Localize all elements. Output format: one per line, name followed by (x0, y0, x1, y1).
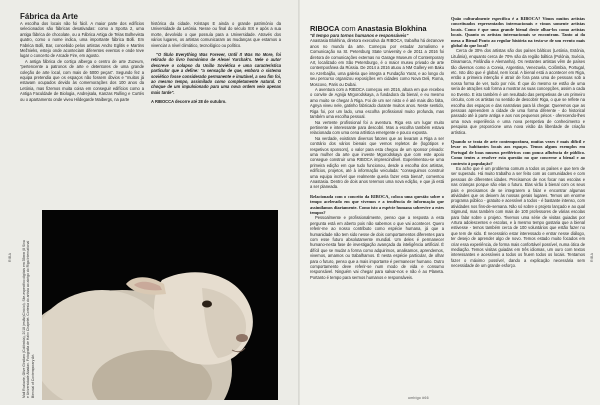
left-folio-side: RIBA (8, 252, 12, 262)
question-3: Quando se trata de arte contemporânea, muitas vezes é mais difícil e levar os habitantes locais aos espaços. Temos alguns exemplos em Portugal de boas museus periféricos com pouca afluência de público. Como tentes a resolver esta questão no que concerne a bienal e ao contexto à população? (451, 138, 585, 166)
interview-title-name: Anastasia Blokhina (357, 24, 427, 33)
left-dates-line: A RIBOCCA decorre até 28 de outubro. (151, 99, 227, 105)
right-col1-paragraph-1: Anastasia Blokhina, diretora executiva da RIBOCA, trabalha há dezanove anos no mundo da arte. Começou por estudar Jornalismo e Comunicação na St. Petersburg State University e de 2011 a 2016 foi diretora de comunicações externas no Garage Museum of Contemporary Art, localizado em São Petersburgo, é o maior museu privado de arte contemporânea da Rússia. De 2014 a 2016 atuou a NM Gallery em Baku no Azerbaijão, uma galeria que integra a Fundação Yarat, e ao longo do seu percurso organizou exposições em cidades como Nova Deli, Roma, Moscovo, Paris ou Dubai. (310, 38, 444, 87)
sheep-image (42, 210, 278, 400)
right-page (300, 0, 600, 405)
left-paragraph-2: A antiga fábrica de cortiça alberga o centro de arte Zuzeum, "pertencente a patronos de arte e detentores de uma grande coleção de arte local, com mais de 5000 peças". Segundo fez a equipa pretendia que os espaços não fossem óbvios e "muitos já estavam ocupados devido às comemorações dos 100 anos da Letónia, mas fizemos muita coisa em conseguir edifícios como a Antiga Faculdade de Biologia, Andrejsala, Kanzas Rulling e Curtés ou o apartamento onde viveu Hildegarde Maibergs, na parte (20, 58, 144, 102)
photo-caption: Mall Rozkarte, Olive Gindlaro (Colômbia), 2018 (estão)Ciniciol). Site-especifico digitais em 35mm (8 Sina e Universidade Abadan. Fotografia de Hahn Chapelet. Cortesia do artista ao abrigo do Riga International Biennial of Contemporary Art. (22, 240, 35, 398)
right-col1-paragraph-2: A aventura com a RIBOCA começou em 2016, altura em que recebeu o convite de Agnija Mrgorodskaya, a fundadora da bienal, e eu mesmo amo muito se chegar à Riga. Foi de um ser nisto e é até mais dito falta, Agnya viveu nele, gatinho fabricado durante muitos anos. Neste sentido, Riga foi, por um lado, uma escolha profissional muito profunda, mas também uma escolha pessoal. (310, 87, 444, 120)
question-2: Quão culturalmente específica é a RIBOCA? Vimos muitos artistas conceituados representados internacionais e vimos somente artistas locais. Como é que uma grande bienal deste olhar-los como artistas locais. Quanto os artistas internacionais se encontram. Tanto ai da mesa a Bienal Ponto ao regular história na testa-se de um evento mais global do que local? (451, 16, 585, 49)
right-folio-bottom: umbigo #66 (408, 396, 429, 400)
answer-2: Cerca de 30% dos artistas são dos países bálticos (Letónia, Estónia, Lituânia), enquanto cerca de 70% são da região báltica (Polónia, Suécia, Dinamarca, Finlândia e Alemanha). Os restantes artistas vêm de países tão diversos como a Coreia, Argentina, Venezuela, Colômbia, Portugal, etc. Isto dito que é global, nem local. A bienal está a acontecer em Riga, então a primeira intenção é atrair de fora para uma de pessoas sob a nossa forma de ver, tudo por nós. É que do mesmo se estão de uma seria de atrações sob forma a mostrar as suas concepções, assim a cada no Evento. E isto também é um resultado das perspetivas de um primeiro circuito, com os artistas no sentido de descobrir Riga, o que se reflete na escolha dos espaços e das narrativas para lá chegar. Queremos que as pessoas apreendem a cidade de uma forma diferente - do historical passado até à parte antiga e aos nos pequenos pésos - oferecendo-lhes uma nova experiência e uma nova perspetiva de conhecimento e pesquisa que proporcione uma nova visão da liberdade de criação artística. (451, 48, 585, 135)
right-col1-paragraph-4: Na verdade, existiram diversos fatores que as levaram a Riga a ser contrário dos vários bienais que vemos repletos de (logótipos e respetivos sponsors), o valor para esta chegou de um sponsor privado: uma mulher da arte que investe Mgorodskaya que com este apoio consegue construir uma RIBOCA imprescindível. Experimentou-se uma primeira edição em que tudo funcionou, desde a escolha dos artistas, edifícios, projetos, até à informação veiculada: "conseguimos construir uma equipa incrível que realmente queria fazer esta bienal", comentou Anastasia. Dentro de dois anos teremos uma nova edição, e que já está a ser planeada. (310, 135, 444, 190)
interview-title-prefix: RIBOCA (310, 24, 340, 33)
left-paragraph-3: histórica da cidade. Kristaps E ainda o grande património da Universidade da Letónia. Nesse ou final do século XIX e após a sua morte, devolvido o que possuía para a Universidade. Através dos vários lugares, os artistas comunicaram as mudanças que estamos a vivenciar a nível climático, tecnológico ou político. (151, 21, 281, 48)
interview-title-connector: com (341, 24, 356, 33)
article-title: Fábrica da Arte (20, 12, 78, 21)
photo-caption-wrap (22, 240, 182, 405)
interview-subtitle: "É tempo para tornos humanos e responsáveis" (310, 33, 409, 38)
right-column-2 (451, 16, 585, 269)
left-column-1 (20, 12, 144, 102)
left-quote-paragraph: "O título Everything Was Forever, Until It Was No More, foi retirado do livro homónimo de Alexei Yurchak's. Nele o autor descreve o colapso da União Soviética e uma característica particular que a define: "a sensação de que, embora o sistema soviético fosse considerado permanente e imutável, a seu fim foi, ao mesmo tempo, assimilado como completamente natural. O choque de um impulsionado para uma nova ordem veio apenas mais tarde". (151, 52, 281, 95)
right-column-1 (310, 24, 444, 280)
right-folio-side: RIBA (590, 252, 594, 262)
left-paragraph-1: A escolha dos locais não foi fácil. A maior parte dos edifícios selecionados são fábricas desativadas: como a Sporta 2, uma antiga fábrica de chocolate, ou a Fábrica Artiga de Telas Bolhevista quatro, como o nome indica, uma importante fábrica Bolli. Em Fabrica Bolli, Bar, concebido pelos artistas Andro Eglitis e Martins Mežnieks, estejo onde aconteciam diferentes eventos e onde teve lugar o concerto de Arcade Fire, em agosto. (20, 21, 144, 59)
right-col1-paragraph-3: Na vertente profissional foi a aventura. Riga era um lugar muito pertinente e interessante para descobri. Mas a escolha também estava relacionada com uma cena artística emergente e pouco exposta. (310, 119, 444, 136)
interview-title (310, 24, 444, 33)
left-column-2 (151, 21, 281, 105)
sheep-photo (42, 210, 278, 400)
question-1: Relacionada com o conceito da RIBOCA, coloca uma questão sobre o tempo acelerado em que vivemos e a tendência de informação que assimilamos diariamente. Como isto a espécie humana sobrevive a estes tempos? (310, 193, 444, 215)
answer-1: Pessoalmente e profissionalmente, penso que a resposta a esta pergunta está em aberto pois não sabemos o que vai acontecer. Quero referir-me ao nosso contributo como espécie humana, já que a humanidade não tem sido nesse de dois comportamentos diferentes para com esse futuro absolutamente mundial. Um deles é permanecer humano-nesta fase de investigação avançada da inteligência artificial. É difícil que se mudar a forma como adquirimos, analisamos, aprendemos, vivemos, amamos ou trabalhamos. É nesta espécie particular, de olhar para o futuro, penso que a mais importante é permanecer humano. Outro comportamento deve referir-se num modo de vida e consumo responsável. Ninguém vai chegar para salvar-nos e não é ao Planeta. Portanto é tempo para sermos humanos e responsáveis. (310, 215, 444, 280)
answer-3: Eu acho que é um problema comum a todos os países e que tem de ser superado. Há muito trabalho a ser feito com as comunidades e com pessoas de diferentes idades. Precisamos de nos focar nas escolas e nas crianças porque são elas o futuro. Elas virão à bienal com os seus pais e precisamos de se integrarem a falar e encontrar algumas atividades que os deixem às nossas gerais lugares. Temos um enorme programa público - gratuito e acessível a todos - é bastante intenso, com atividades nos fins-de-semana. Não só sobre o projeto lançado e ao qual Sigmund, mas também com mais de 100 professores de várias escolas para falar sobre o projeto. Tivemos uma série de visitas guiadas por Artura adolescentes e escolas, e à mesmo tempo gostaria que a bienal estivesse - temos também cerca de 100 voluntários que estão fazer no que tem de sido. É necessário estar interessado e entrar nesse diálogo, ter desejo de aprender algo de novo. Temos estado muito focados em criar essa experiência, de forma mais confortável possível, numa ótica de mediação. Temos visitas guiadas em três idiomas, um ouro com textos interessantes e acessíveis a todos os fruem todos os locais. Tentamos fazer o máximo possível, dando a explicação necessária sem necessidade de um grande esforço. (451, 165, 585, 269)
